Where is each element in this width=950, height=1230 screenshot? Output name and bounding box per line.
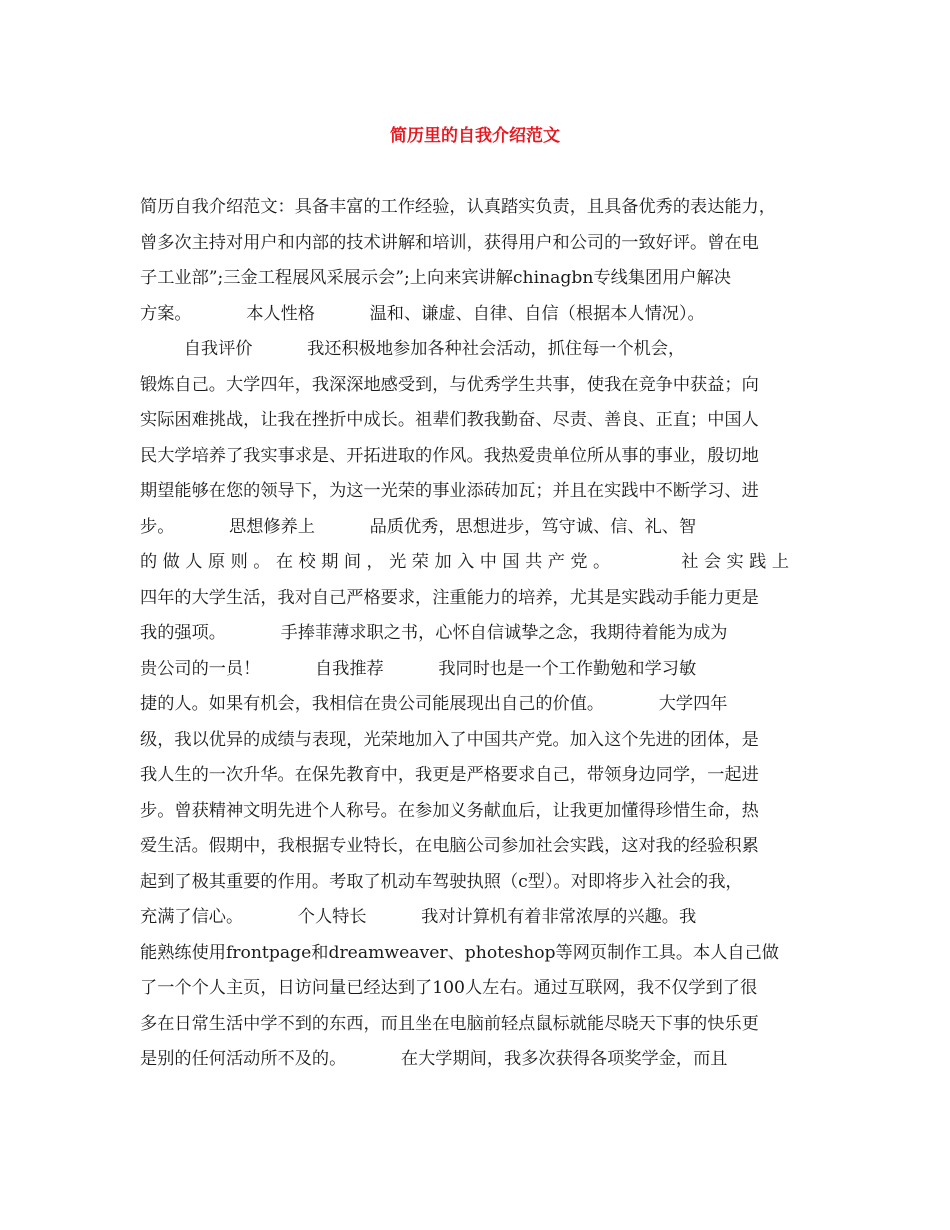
body-line: 民大学培养了我实事求是、开拓进取的作风。我热爱贵单位所从事的事业，殷切地 — [140, 445, 759, 466]
body-line: 简历自我介绍范文：具备丰富的工作经验，认真踏实负责，且具备优秀的表达能力， — [140, 197, 776, 217]
body-line: 多在日常生活中学不到的东西，而且坐在电脑前轻点鼠标就能尽晓天下事的快乐更 — [140, 1013, 759, 1034]
body-line: 步。 思想修养上 品质优秀，思想进步，笃守诚、信、礼、智 — [140, 516, 697, 537]
document-title: 简历里的自我介绍范文 — [390, 126, 560, 146]
body-line: 实际困难挑战，让我在挫折中成长。祖辈们教我勤奋、尽责、善良、正直；中国人 — [140, 410, 759, 430]
body-line: 子工业部”;三金工程展风采展示会”;上向来宾讲解chinagbn专线集团用户解决 — [140, 268, 731, 288]
body-line: 的 做 人 原 则 。 在 校 期 间 ， 光 荣 加 入 中 国 共 产 党 。 社 会 实 践 上 — [140, 552, 790, 572]
body-line: 方案。 本人性格 温和、谦虚、自律、自信（根据本人情况）。 — [140, 303, 705, 324]
body-line: 捷的人。如果有机会，我相信在贵公司能展现出自己的价值。 大学四年 — [140, 694, 728, 714]
body-line: 级，我以优异的成绩与表现，光荣地加入了中国共产党。加入这个先进的团体，是 — [140, 729, 759, 750]
body-line: 期望能够在您的领导下，为这一光荣的事业添砖加瓦；并且在实践中不断学习、进 — [140, 481, 759, 501]
body-line: 爱生活。假期中，我根据专业特长，在电脑公司参加社会实践，这对我的经验积累 — [140, 836, 759, 856]
body-line: 步。曾获精神文明先进个人称号。在参加义务献血后，让我更加懂得珍惜生命，热 — [140, 800, 759, 821]
body-line: 曾多次主持对用户和内部的技术讲解和培训，获得用户和公司的一致好评。曾在电 — [140, 232, 759, 253]
body-line: 四年的大学生活，我对自己严格要求，注重能力的培养，尤其是实践动手能力更是 — [140, 587, 759, 608]
body-line: 能熟练使用frontpage和dreamweaver、photeshop等网页制作工具。本人自己做 — [140, 942, 779, 963]
body-line: 贵公司的一员！ 自我推荐 我同时也是一个工作勤勉和学习敏 — [140, 658, 697, 679]
body-line: 自我评价 我还积极地参加各种社会活动，抓住每一个机会， — [140, 339, 686, 359]
body-line: 我人生的一次升华。在保先教育中，我更是严格要求自己，带领身边同学，一起进 — [140, 765, 759, 785]
body-line: 起到了极其重要的作用。考取了机动车驾驶执照（c型）。对即将步入社会的我， — [140, 871, 743, 892]
body-line: 锻炼自己。大学四年，我深深地感受到，与优秀学生共事，使我在竞争中获益；向 — [140, 374, 759, 395]
body-line: 是别的任何活动所不及的。 在大学期间，我多次获得各项奖学金，而且 — [140, 1049, 728, 1069]
document-body — [140, 192, 812, 1080]
body-line: 了一个个人主页，日访问量已经达到了100人左右。通过互联网，我不仅学到了很 — [140, 978, 758, 998]
body-line: 我的强项。 手捧菲薄求职之书，心怀自信诚挚之念，我期待着能为成为 — [140, 623, 728, 643]
body-line: 充满了信心。 个人特长 我对计算机有着非常浓厚的兴趣。我 — [140, 907, 697, 927]
